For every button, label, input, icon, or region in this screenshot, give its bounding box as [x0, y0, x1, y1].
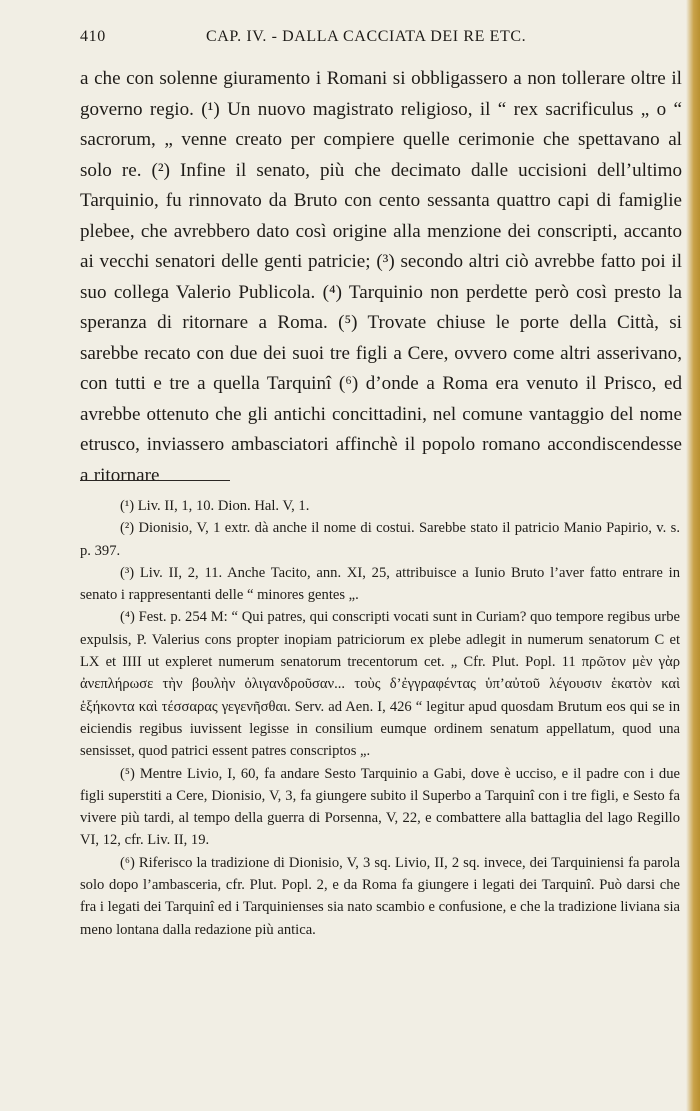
main-text-block: a che con solenne giuramento i Romani si obbligassero a non tollerare oltre il governo regio. (¹) Un nuovo magistrato religioso, il “ rex sacrificulus „ o “ sacrorum, „ venne creato per compiere quelle cerimonie che spettavano al solo re. (²) Infine il senato, più che decimato dalle uccisioni dell’ultimo Tarquinio, fu rinnovato da Bruto con cento sessanta quattro capi di famiglie plebee, che avrebbero dato così origine alla menzione dei conscripti, accanto ai vecchi senatori delle genti patricie; (³) secondo altri ciò avrebbe fatto poi il suo collega Valerio Publicola. (⁴) Tarquinio non perdette però così presto la speranza di ritornare a Roma. (⁵) Trovate chiuse le porte della Città, si sarebbe recato con due dei suoi tre figli a Cere, ovvero come altri asserivano, con tutti e tre a quella Tarquinî (⁶) d’onde a Roma era venuto il Prisco, ed avrebbe ottenuto che gli antichi concittadini, nel comune vantaggio del nome etrusco, inviassero ambasciatori affinchè il popolo romano accondiscendesse a ritornare [80, 68, 682, 486]
page-edge-shadow [686, 0, 700, 1111]
page-number: 410 [80, 28, 106, 45]
footnote-3: (³) Liv. II, 2, 11. Anche Tacito, ann. XI, 25, attribuisce a Iunio Bruto l’aver fatto entrare in senato i rappresentanti delle “ minores gentes „. [80, 564, 680, 604]
footnote-5: (⁵) Mentre Livio, I, 60, fa andare Sesto Tarquinio a Gabi, dove è ucciso, e il padre con i due figli superstiti a Cere, Dionisio, V, 3, fa giungere subito il Superbo a Tarquinî con i tre figli, e Sesto fa vivere più tardi, al tempo della guerra di Porsenna, V, 22, e combattere alla battaglia del lago Regillo VI, 12, cfr. Liv. II, 19. [80, 765, 680, 849]
footnote-6: (⁶) Riferisco la tradizione di Dionisio, V, 3 sq. Livio, II, 2 sq. invece, dei Tarquiniensi fa parola solo dopo l’ambasceria, cfr. Plut. Popl. 2, e da Roma fa giungere i legati dei Tarquinî. Può darsi che fra i legati dei Tarquinî ed i Tarquinienses sia nato scambio e confusione, e che la tradizione liviana sia meno lontana dalla redazione più antica. [80, 854, 680, 938]
footnotes-block [80, 495, 680, 941]
footnote-separator [80, 480, 230, 481]
running-head: CAP. IV. - DALLA CACCIATA DEI RE ETC. [206, 28, 527, 45]
footnote-4: (⁴) Fest. p. 254 M: “ Qui patres, qui conscripti vocati sunt in Curiam? quo tempore regibus urbe expulsis, P. Valerius cons propter inopiam patriciorum ex plebe adlegit in numerum senatorum C et LX et IIII ut expleret numerum senatorum trecentorum cet. „ Cfr. Plut. Popl. 11 πρῶτον μὲν γὰρ ἀνεπλήρωσε τὴν βουλὴν ὀλιγανδροῦσαν... τοὺς δ’ἐγγραφέντας ὑπ’αὐτοῦ λέγουσιν ἑκατὸν καὶ ἑξήκοντα καὶ τέσσαρας γεγενῆσθαι. Serv. ad Aen. I, 426 “ legitur apud quosdam Brutum eos qui se in eiciendis regibus iuvissent legisse in consilium eumque ordinem senatum appellatum, quod una sensisset, quod patrici essent patres conscriptos „. [80, 609, 680, 760]
footnote-1: (¹) Liv. II, 1, 10. Dion. Hal. V, 1. [120, 498, 310, 514]
footnote-2: (²) Dionisio, V, 1 extr. dà anche il nome di costui. Sarebbe stato il patricio Manio Papirio, v. s. p. 397. [80, 520, 680, 559]
page-header [80, 28, 676, 52]
